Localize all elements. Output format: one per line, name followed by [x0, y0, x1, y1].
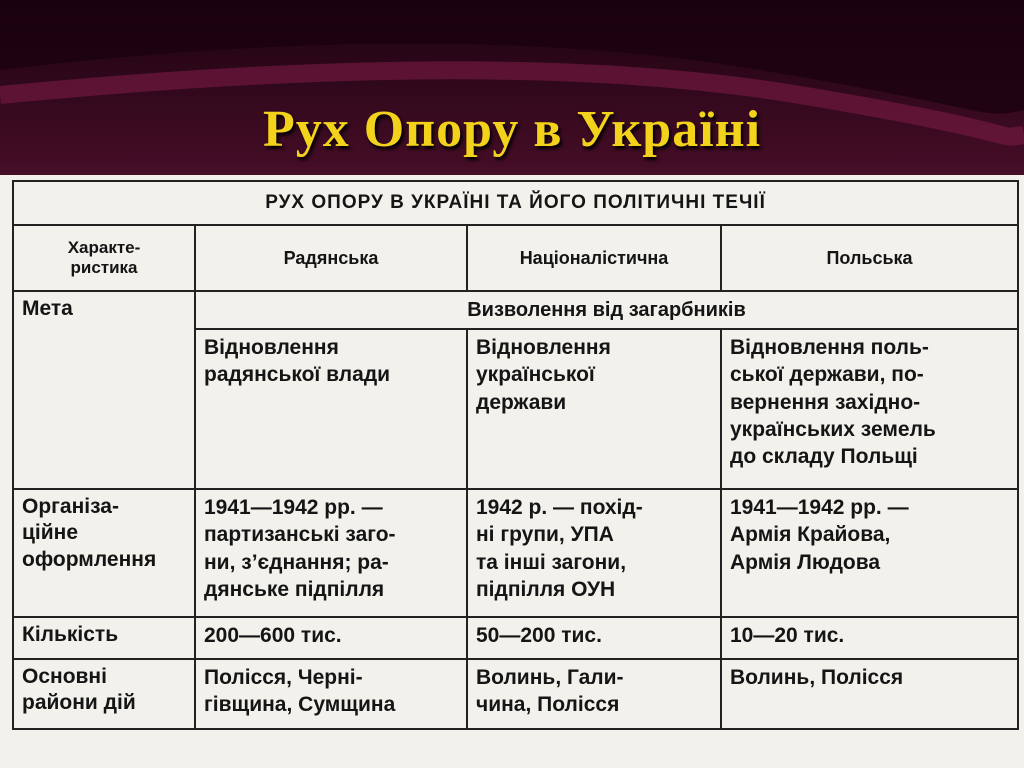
count-nationalist-cell: 50—200 тис. — [467, 617, 721, 659]
label-line: райони дій — [22, 691, 136, 715]
header-characteristic-line: Характе- — [67, 238, 141, 258]
goal-soviet-cell — [195, 329, 467, 489]
label-line: Основні — [22, 665, 107, 688]
label-line: Організа- — [22, 495, 119, 518]
areas-polish-cell — [721, 659, 1018, 729]
row-label-goal: Мета — [13, 291, 195, 489]
cell-line: 1941—1942 рр. — — [730, 496, 909, 519]
cell-line: партизанські заго- — [204, 523, 396, 547]
cell-line: та інші загони, — [476, 550, 627, 574]
areas-nationalist-cell — [467, 659, 721, 729]
cell-line: Армія Крайова, — [730, 523, 891, 547]
header-characteristic — [13, 225, 195, 291]
cell-line: Волинь, Гали- — [476, 666, 624, 689]
cell-line: до складу Польщі — [730, 445, 918, 469]
header-polish: Польська — [721, 225, 1018, 291]
cell-line: Волинь, Полісся — [730, 666, 904, 689]
cell-line: ни, з’єднання; ра- — [204, 550, 389, 574]
goal-nationalist-cell — [467, 329, 721, 489]
label-line: ційне — [22, 521, 79, 545]
cell-line: українських земель — [730, 417, 936, 441]
cell-line: підпілля ОУН — [476, 577, 616, 601]
cell-line: 1942 р. — похід- — [476, 496, 643, 519]
resistance-table — [12, 180, 1019, 730]
cell-line: чина, Полісся — [476, 693, 620, 717]
cell-line: 1941—1942 рр. — — [204, 496, 383, 519]
label-line: оформлення — [22, 547, 157, 571]
count-soviet-cell: 200—600 тис. — [195, 617, 467, 659]
organization-nationalist-cell — [467, 489, 721, 617]
cell-line: радянської влади — [204, 363, 391, 387]
slide-title: Рух Опору в Україні — [262, 101, 762, 158]
cell-line: вернення західно- — [730, 390, 921, 414]
cell-line: Армія Людова — [730, 550, 881, 574]
row-label-organization — [13, 489, 195, 617]
count-polish-cell: 10—20 тис. — [721, 617, 1018, 659]
cell-line: ні групи, УПА — [476, 523, 614, 547]
header-soviet: Радянська — [195, 225, 467, 291]
areas-soviet-cell — [195, 659, 467, 729]
cell-line: держави — [476, 390, 567, 414]
cell-line: української — [476, 363, 595, 387]
organization-polish-cell — [721, 489, 1018, 617]
row-label-count: Кількість — [13, 617, 195, 659]
cell-line: дянське підпілля — [204, 577, 385, 601]
cell-line: гівщина, Сумщина — [204, 693, 396, 717]
cell-line: ської держави, по- — [730, 363, 924, 387]
cell-line: Відновлення — [476, 336, 611, 359]
header-nationalist: Націоналістична — [467, 225, 721, 291]
row-label-areas — [13, 659, 195, 729]
goal-polish-cell — [721, 329, 1018, 489]
organization-soviet-cell — [195, 489, 467, 617]
header-characteristic-line: ристика — [70, 258, 138, 277]
table-caption: РУХ ОПОРУ В УКРАЇНІ ТА ЙОГО ПОЛІТИЧНІ ТЕЧІЇ — [13, 181, 1018, 225]
goal-common-cell: Визволення від загарбників — [195, 291, 1018, 329]
cell-line: Полісся, Черні- — [204, 666, 363, 689]
cell-line: Відновлення поль- — [730, 336, 929, 359]
cell-line: Відновлення — [204, 336, 339, 359]
